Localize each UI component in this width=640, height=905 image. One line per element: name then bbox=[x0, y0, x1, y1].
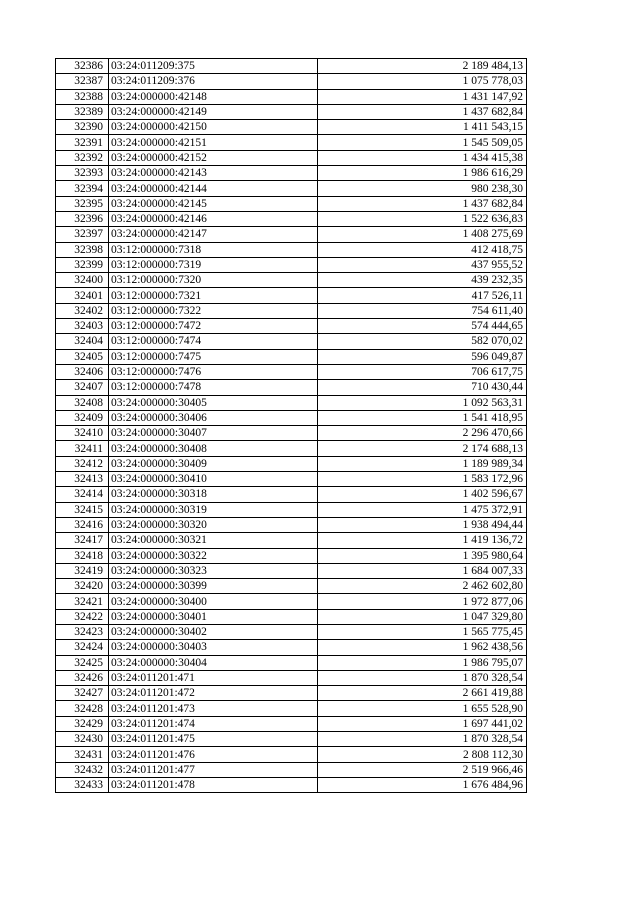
value-cell: 1 972 877,06 bbox=[318, 594, 527, 609]
cadastral-number-cell: 03:24:000000:30318 bbox=[109, 487, 318, 502]
row-number-cell: 32406 bbox=[56, 364, 109, 379]
cadastral-number-cell: 03:12:000000:7475 bbox=[109, 349, 318, 364]
row-number-cell: 32423 bbox=[56, 624, 109, 639]
row-number-cell: 32396 bbox=[56, 211, 109, 226]
value-cell: 1 870 328,54 bbox=[318, 670, 527, 685]
cadastral-number-cell: 03:12:000000:7322 bbox=[109, 303, 318, 318]
table-row bbox=[56, 533, 527, 548]
value-cell: 1 684 007,33 bbox=[318, 563, 527, 578]
cadastral-number-cell: 03:24:000000:30320 bbox=[109, 517, 318, 532]
table-row bbox=[56, 257, 527, 272]
value-cell: 582 070,02 bbox=[318, 334, 527, 349]
value-cell: 2 519 966,46 bbox=[318, 762, 527, 777]
table-row bbox=[56, 380, 527, 395]
table-row bbox=[56, 349, 527, 364]
value-cell: 1 870 328,54 bbox=[318, 732, 527, 747]
table-body bbox=[56, 59, 527, 793]
row-number-cell: 32390 bbox=[56, 120, 109, 135]
value-cell: 1 437 682,84 bbox=[318, 104, 527, 119]
row-number-cell: 32417 bbox=[56, 533, 109, 548]
value-cell: 1 986 616,29 bbox=[318, 166, 527, 181]
row-number-cell: 32399 bbox=[56, 257, 109, 272]
cadastral-number-cell: 03:24:000000:42147 bbox=[109, 227, 318, 242]
value-cell: 1 402 596,67 bbox=[318, 487, 527, 502]
value-cell: 1 408 275,69 bbox=[318, 227, 527, 242]
row-number-cell: 32395 bbox=[56, 196, 109, 211]
row-number-cell: 32402 bbox=[56, 303, 109, 318]
row-number-cell: 32403 bbox=[56, 319, 109, 334]
value-cell: 1 431 147,92 bbox=[318, 89, 527, 104]
row-number-cell: 32427 bbox=[56, 686, 109, 701]
table-row bbox=[56, 59, 527, 74]
table-row bbox=[56, 211, 527, 226]
cadastral-number-cell: 03:24:000000:30399 bbox=[109, 579, 318, 594]
row-number-cell: 32431 bbox=[56, 747, 109, 762]
table-row bbox=[56, 135, 527, 150]
table-row bbox=[56, 150, 527, 165]
table-row bbox=[56, 517, 527, 532]
cadastral-number-cell: 03:24:000000:30404 bbox=[109, 655, 318, 670]
table-row bbox=[56, 655, 527, 670]
table-row bbox=[56, 334, 527, 349]
cadastral-number-cell: 03:24:000000:42148 bbox=[109, 89, 318, 104]
row-number-cell: 32418 bbox=[56, 548, 109, 563]
row-number-cell: 32430 bbox=[56, 732, 109, 747]
value-cell: 2 808 112,30 bbox=[318, 747, 527, 762]
value-cell: 1 437 682,84 bbox=[318, 196, 527, 211]
value-cell: 412 418,75 bbox=[318, 242, 527, 257]
cadastral-number-cell: 03:24:000000:30321 bbox=[109, 533, 318, 548]
value-cell: 1 676 484,96 bbox=[318, 777, 527, 792]
row-number-cell: 32432 bbox=[56, 762, 109, 777]
row-number-cell: 32429 bbox=[56, 716, 109, 731]
value-cell: 706 617,75 bbox=[318, 364, 527, 379]
value-cell: 596 049,87 bbox=[318, 349, 527, 364]
table-row bbox=[56, 89, 527, 104]
table-row bbox=[56, 747, 527, 762]
value-cell: 2 174 688,13 bbox=[318, 441, 527, 456]
row-number-cell: 32420 bbox=[56, 579, 109, 594]
cadastral-number-cell: 03:24:000000:42145 bbox=[109, 196, 318, 211]
row-number-cell: 32426 bbox=[56, 670, 109, 685]
value-cell: 417 526,11 bbox=[318, 288, 527, 303]
table-row bbox=[56, 166, 527, 181]
table-row bbox=[56, 242, 527, 257]
table-row bbox=[56, 303, 527, 318]
table-row bbox=[56, 732, 527, 747]
table-row bbox=[56, 288, 527, 303]
value-cell: 1 545 509,05 bbox=[318, 135, 527, 150]
table-row bbox=[56, 456, 527, 471]
row-number-cell: 32398 bbox=[56, 242, 109, 257]
table-row bbox=[56, 472, 527, 487]
table-row bbox=[56, 670, 527, 685]
cadastral-number-cell: 03:24:000000:42152 bbox=[109, 150, 318, 165]
value-cell: 754 611,40 bbox=[318, 303, 527, 318]
value-cell: 437 955,52 bbox=[318, 257, 527, 272]
cadastral-number-cell: 03:24:000000:30319 bbox=[109, 502, 318, 517]
cadastral-number-cell: 03:24:000000:42149 bbox=[109, 104, 318, 119]
cadastral-number-cell: 03:12:000000:7319 bbox=[109, 257, 318, 272]
cadastral-number-cell: 03:24:000000:30405 bbox=[109, 395, 318, 410]
row-number-cell: 32413 bbox=[56, 472, 109, 487]
table-row bbox=[56, 594, 527, 609]
row-number-cell: 32404 bbox=[56, 334, 109, 349]
value-cell: 1 419 136,72 bbox=[318, 533, 527, 548]
row-number-cell: 32428 bbox=[56, 701, 109, 716]
table-row bbox=[56, 548, 527, 563]
table-row bbox=[56, 777, 527, 792]
value-cell: 2 296 470,66 bbox=[318, 426, 527, 441]
table-row bbox=[56, 273, 527, 288]
value-cell: 1 565 775,45 bbox=[318, 624, 527, 639]
cadastral-number-cell: 03:12:000000:7478 bbox=[109, 380, 318, 395]
table-row bbox=[56, 395, 527, 410]
table-row bbox=[56, 227, 527, 242]
value-cell: 1 475 372,91 bbox=[318, 502, 527, 517]
table-row bbox=[56, 441, 527, 456]
table-row bbox=[56, 364, 527, 379]
row-number-cell: 32401 bbox=[56, 288, 109, 303]
table-row bbox=[56, 319, 527, 334]
value-cell: 1 655 528,90 bbox=[318, 701, 527, 716]
row-number-cell: 32414 bbox=[56, 487, 109, 502]
cadastral-number-cell: 03:24:000000:42150 bbox=[109, 120, 318, 135]
row-number-cell: 32407 bbox=[56, 380, 109, 395]
row-number-cell: 32433 bbox=[56, 777, 109, 792]
value-cell: 1 583 172,96 bbox=[318, 472, 527, 487]
cadastral-number-cell: 03:12:000000:7320 bbox=[109, 273, 318, 288]
row-number-cell: 32393 bbox=[56, 166, 109, 181]
cadastral-value-table bbox=[55, 58, 527, 793]
value-cell: 2 661 419,88 bbox=[318, 686, 527, 701]
row-number-cell: 32392 bbox=[56, 150, 109, 165]
cadastral-number-cell: 03:12:000000:7472 bbox=[109, 319, 318, 334]
row-number-cell: 32422 bbox=[56, 609, 109, 624]
table-row bbox=[56, 579, 527, 594]
table-row bbox=[56, 686, 527, 701]
table-row bbox=[56, 120, 527, 135]
table-row bbox=[56, 640, 527, 655]
cadastral-number-cell: 03:24:011201:475 bbox=[109, 732, 318, 747]
table-row bbox=[56, 181, 527, 196]
row-number-cell: 32425 bbox=[56, 655, 109, 670]
row-number-cell: 32421 bbox=[56, 594, 109, 609]
row-number-cell: 32400 bbox=[56, 273, 109, 288]
cadastral-number-cell: 03:24:000000:42146 bbox=[109, 211, 318, 226]
cadastral-number-cell: 03:24:000000:30323 bbox=[109, 563, 318, 578]
row-number-cell: 32389 bbox=[56, 104, 109, 119]
value-cell: 1 092 563,31 bbox=[318, 395, 527, 410]
value-cell: 2 462 602,80 bbox=[318, 579, 527, 594]
value-cell: 1 986 795,07 bbox=[318, 655, 527, 670]
value-cell: 1 395 980,64 bbox=[318, 548, 527, 563]
table-row bbox=[56, 716, 527, 731]
value-cell: 2 189 484,13 bbox=[318, 59, 527, 74]
cadastral-number-cell: 03:24:000000:30410 bbox=[109, 472, 318, 487]
row-number-cell: 32424 bbox=[56, 640, 109, 655]
table-row bbox=[56, 624, 527, 639]
row-number-cell: 32408 bbox=[56, 395, 109, 410]
cadastral-number-cell: 03:24:011201:474 bbox=[109, 716, 318, 731]
table-row bbox=[56, 609, 527, 624]
table-row bbox=[56, 426, 527, 441]
cadastral-number-cell: 03:24:000000:30409 bbox=[109, 456, 318, 471]
value-cell: 439 232,35 bbox=[318, 273, 527, 288]
table-row bbox=[56, 502, 527, 517]
row-number-cell: 32388 bbox=[56, 89, 109, 104]
value-cell: 1 075 778,03 bbox=[318, 74, 527, 89]
cadastral-number-cell: 03:24:000000:30407 bbox=[109, 426, 318, 441]
cadastral-number-cell: 03:24:011201:477 bbox=[109, 762, 318, 777]
cadastral-number-cell: 03:24:000000:30408 bbox=[109, 441, 318, 456]
value-cell: 1 541 418,95 bbox=[318, 410, 527, 425]
row-number-cell: 32386 bbox=[56, 59, 109, 74]
cadastral-number-cell: 03:24:011209:376 bbox=[109, 74, 318, 89]
value-cell: 1 189 989,34 bbox=[318, 456, 527, 471]
row-number-cell: 32394 bbox=[56, 181, 109, 196]
table-row bbox=[56, 701, 527, 716]
cadastral-number-cell: 03:12:000000:7476 bbox=[109, 364, 318, 379]
table-row bbox=[56, 563, 527, 578]
cadastral-number-cell: 03:24:000000:42151 bbox=[109, 135, 318, 150]
table-row bbox=[56, 762, 527, 777]
value-cell: 1 047 329,80 bbox=[318, 609, 527, 624]
row-number-cell: 32411 bbox=[56, 441, 109, 456]
cadastral-number-cell: 03:24:000000:30406 bbox=[109, 410, 318, 425]
cadastral-number-cell: 03:12:000000:7321 bbox=[109, 288, 318, 303]
table-row bbox=[56, 410, 527, 425]
cadastral-number-cell: 03:24:000000:30402 bbox=[109, 624, 318, 639]
row-number-cell: 32387 bbox=[56, 74, 109, 89]
row-number-cell: 32405 bbox=[56, 349, 109, 364]
value-cell: 1 411 543,15 bbox=[318, 120, 527, 135]
table-row bbox=[56, 196, 527, 211]
cadastral-number-cell: 03:24:000000:30400 bbox=[109, 594, 318, 609]
row-number-cell: 32409 bbox=[56, 410, 109, 425]
value-cell: 980 238,30 bbox=[318, 181, 527, 196]
cadastral-number-cell: 03:24:011201:476 bbox=[109, 747, 318, 762]
cadastral-number-cell: 03:24:011201:472 bbox=[109, 686, 318, 701]
row-number-cell: 32397 bbox=[56, 227, 109, 242]
table-row bbox=[56, 487, 527, 502]
value-cell: 1 962 438,56 bbox=[318, 640, 527, 655]
value-cell: 1 434 415,38 bbox=[318, 150, 527, 165]
row-number-cell: 32410 bbox=[56, 426, 109, 441]
cadastral-number-cell: 03:24:000000:30403 bbox=[109, 640, 318, 655]
cadastral-number-cell: 03:24:011201:471 bbox=[109, 670, 318, 685]
table-row bbox=[56, 74, 527, 89]
cadastral-number-cell: 03:24:011201:478 bbox=[109, 777, 318, 792]
cadastral-number-cell: 03:24:000000:42143 bbox=[109, 166, 318, 181]
cadastral-number-cell: 03:24:000000:42144 bbox=[109, 181, 318, 196]
cadastral-number-cell: 03:24:000000:30401 bbox=[109, 609, 318, 624]
cadastral-number-cell: 03:12:000000:7318 bbox=[109, 242, 318, 257]
value-cell: 710 430,44 bbox=[318, 380, 527, 395]
value-cell: 1 697 441,02 bbox=[318, 716, 527, 731]
cadastral-number-cell: 03:12:000000:7474 bbox=[109, 334, 318, 349]
row-number-cell: 32391 bbox=[56, 135, 109, 150]
value-cell: 574 444,65 bbox=[318, 319, 527, 334]
row-number-cell: 32412 bbox=[56, 456, 109, 471]
row-number-cell: 32415 bbox=[56, 502, 109, 517]
cadastral-number-cell: 03:24:000000:30322 bbox=[109, 548, 318, 563]
cadastral-number-cell: 03:24:011209:375 bbox=[109, 59, 318, 74]
row-number-cell: 32419 bbox=[56, 563, 109, 578]
row-number-cell: 32416 bbox=[56, 517, 109, 532]
value-cell: 1 522 636,83 bbox=[318, 211, 527, 226]
cadastral-number-cell: 03:24:011201:473 bbox=[109, 701, 318, 716]
table-row bbox=[56, 104, 527, 119]
value-cell: 1 938 494,44 bbox=[318, 517, 527, 532]
